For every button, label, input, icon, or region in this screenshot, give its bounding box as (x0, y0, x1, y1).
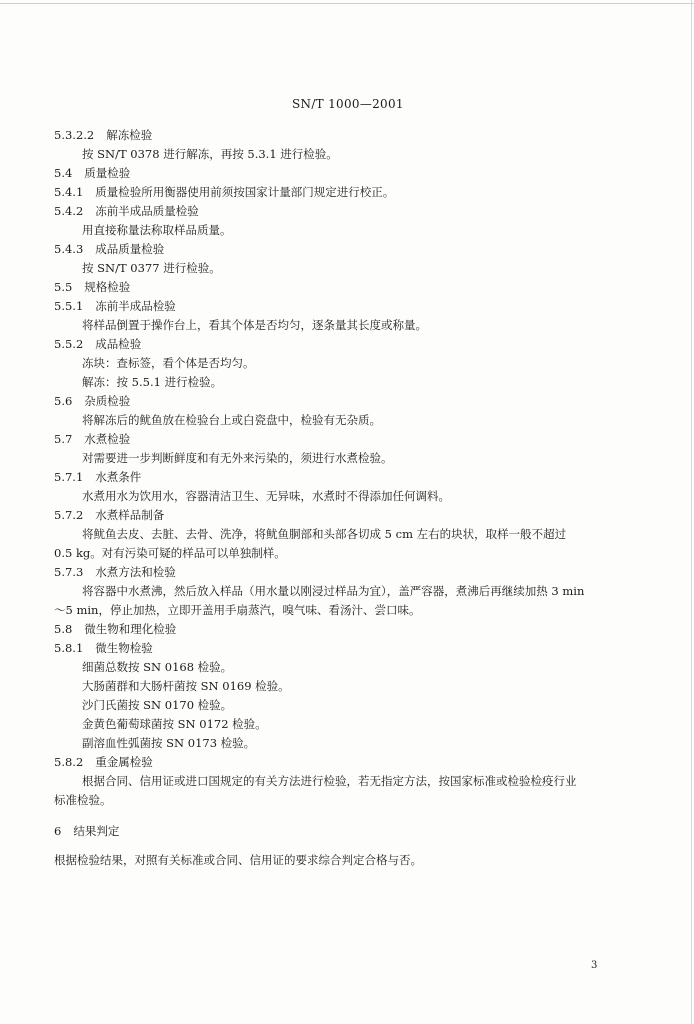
section-title: 解冻检验 (106, 128, 153, 142)
section-heading (54, 299, 176, 313)
section-number: 6 (54, 824, 62, 838)
section-number: 5.8.1 (54, 641, 84, 655)
section-heading (54, 824, 119, 838)
section-number: 5.6 (54, 394, 73, 408)
paragraph-text: 将样品倒置于操作台上，看其个体是否均匀，逐条量其长度或称量。 (82, 318, 427, 332)
section-title: 冻前半成品质量检验 (95, 204, 199, 218)
paragraph-text: 用直接称量法称取样品质量。 (82, 223, 232, 237)
paragraph-text: 将容器中水煮沸，然后放入样品（用水量以刚浸过样品为宜），盖严容器，煮沸后再继续加热 3 min (82, 584, 585, 598)
paragraph-text: 将鱿鱼去皮、去脏、去骨、洗净，将鱿鱼胴部和头部各切成 5 cm 左右的块状，取样一般不超过 (82, 527, 567, 541)
paragraph-text: 沙门氏菌按 SN 0170 检验。 (82, 698, 233, 712)
section-heading (54, 394, 130, 408)
section-number: 5.7.2 (54, 508, 84, 522)
section-title: 水煮条件 (95, 470, 142, 484)
paragraph-text: 对需要进一步判断鲜度和有无外来污染的，须进行水煮检验。 (82, 451, 393, 465)
section-title: 成品检验 (95, 337, 142, 351)
paragraph-text: 副溶血性弧菌按 SN 0173 检验。 (82, 736, 256, 750)
section-heading (54, 432, 130, 446)
section-title: 冻前半成品检验 (95, 299, 176, 313)
section-number: 5.4.2 (54, 204, 84, 218)
section-heading (54, 204, 199, 218)
section-heading (54, 565, 176, 579)
section-number: 5.4.3 (54, 242, 84, 256)
section-heading (54, 242, 164, 256)
section-title: 微生物检验 (95, 641, 153, 655)
section-heading (54, 337, 141, 351)
section-title: 水煮样品制备 (95, 508, 165, 522)
section-number: 5.5.2 (54, 337, 84, 351)
paragraph-text: 冻块：查标签，看个体是否均匀。 (82, 356, 255, 370)
section-number: 5.8 (54, 622, 73, 636)
section-title: 微生物和理化检验 (84, 622, 177, 636)
paragraph-text: 将解冻后的鱿鱼放在检验台上或白瓷盘中，检验有无杂质。 (82, 413, 381, 427)
paragraph-text: 根据检验结果，对照有关标准或合同、信用证的要求综合判定合格与否。 (54, 853, 422, 867)
page-number: 3 (591, 960, 598, 971)
section-number: 5.4 (54, 166, 73, 180)
section-title: 重金属检验 (95, 755, 153, 769)
standard-code-header: SN/T 1000—2001 (292, 97, 404, 111)
paragraph-text: 按 SN/T 0378 进行解冻，再按 5.3.1 进行检验。 (82, 147, 338, 161)
paragraph-text: 大肠菌群和大肠杆菌按 SN 0169 检验。 (82, 679, 290, 693)
section-title: 成品质量检验 (95, 242, 165, 256)
section-heading (54, 166, 130, 180)
paragraph-text: 0.5 kg。对有污染可疑的样品可以单独制样。 (54, 546, 286, 560)
section-title: 水煮检验 (84, 432, 131, 446)
section-number: 5.7.1 (54, 470, 84, 484)
paragraph-text: 解冻：按 5.5.1 进行检验。 (82, 375, 223, 389)
paragraph-text: 水煮用水为饮用水，容器清洁卫生、无异味，水煮时不得添加任何调料。 (82, 489, 450, 503)
section-heading (54, 508, 164, 522)
scan-right-edge (691, 0, 692, 1024)
section-number: 5.5 (54, 280, 73, 294)
section-heading (54, 641, 153, 655)
section-title: 质量检验 (84, 166, 131, 180)
section-heading (54, 128, 152, 142)
section-heading (54, 280, 130, 294)
section-title: 水煮方法和检验 (95, 565, 176, 579)
section-heading (54, 755, 153, 769)
section-heading (54, 470, 141, 484)
section-heading (54, 622, 176, 636)
section-number: 5.7.3 (54, 565, 84, 579)
scan-top-edge (0, 3, 694, 4)
paragraph-text: 金黄色葡萄球菌按 SN 0172 检验。 (82, 717, 267, 731)
section-title: 规格检验 (84, 280, 131, 294)
section-number: 5.4.1 (54, 185, 84, 199)
paragraph-text: ～5 min，停止加热，立即开盖用手扇蒸汽，嗅气味、看汤汁、尝口味。 (54, 603, 421, 617)
paragraph-text: 细菌总数按 SN 0168 检验。 (82, 660, 233, 674)
section-number: 5.8.2 (54, 755, 84, 769)
section-number: 5.7 (54, 432, 73, 446)
section-heading (54, 185, 394, 199)
section-title: 杂质检验 (84, 394, 131, 408)
section-title: 质量检验所用衡器使用前须按国家计量部门规定进行校正。 (95, 185, 395, 199)
section-number: 5.3.2.2 (54, 128, 95, 142)
paragraph-text: 根据合同、信用证或进口国规定的有关方法进行检验，若无指定方法，按国家标准或检验检疫行业 (82, 774, 577, 788)
paragraph-text: 按 SN/T 0377 进行检验。 (82, 261, 221, 275)
paragraph-text: 标准检验。 (54, 793, 112, 807)
section-title: 结果判定 (73, 824, 120, 838)
section-number: 5.5.1 (54, 299, 84, 313)
